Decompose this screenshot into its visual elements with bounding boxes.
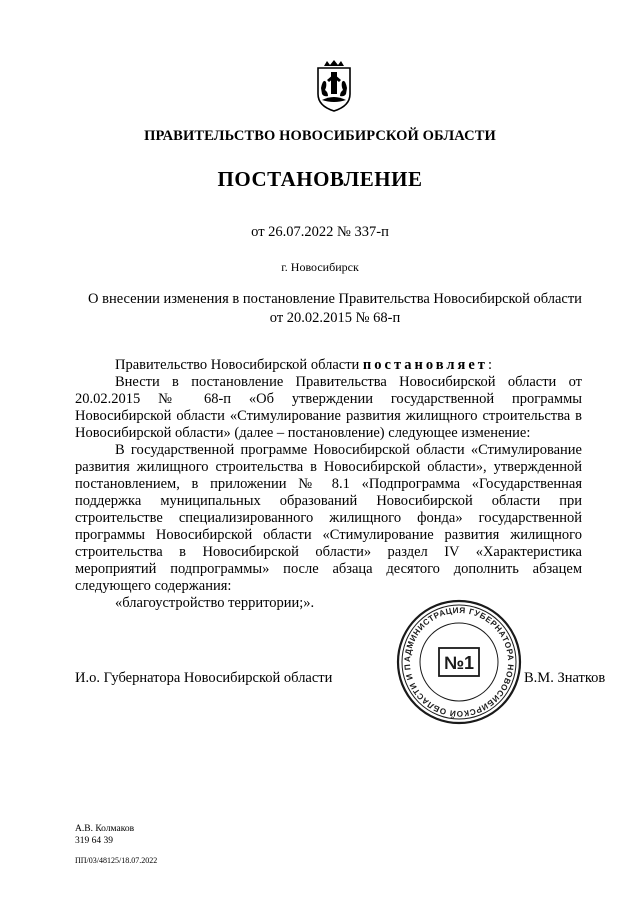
city: г. Новосибирск: [281, 260, 359, 274]
signatory-position: И.о. Губернатора Новосибирской области: [75, 670, 333, 686]
decree-word: постановляет: [362, 357, 488, 373]
coat-of-arms-icon: [316, 60, 352, 112]
executor-name: А.В. Колмаков: [75, 824, 135, 834]
paragraph-1-prefix: Правительство Новосибирской области: [115, 357, 363, 373]
paragraph-1: [75, 357, 582, 374]
paragraph-4: «благоустройство территории;».: [115, 595, 315, 611]
seal-number: №1: [443, 653, 475, 673]
paragraph-2: Внести в постановление Правительства Новосибирской области от 20.02.2015 № 68-п «Об утверждении государственной программы Новосибирской области «Стимулирование развития жилищного строительства в Новосибирской области» (далее – постановление) следующее изменение:: [75, 374, 582, 441]
document-subject: [70, 290, 600, 328]
executor-block: [75, 823, 134, 847]
paragraph-3: В государственной программе Новосибирской области «Стимулирование развития жилищного строительства в Новосибирской области», утвержденной постановлением, в приложении № 8.1 «Подпрограмма «Государственная поддержка муниципальных образований Новосибирской области при строительстве специализированного жилищного фонда» государственной программы Новосибирской области «Стимулирование развития жилищного строительства в Новосибирской области» раздел IV «Характеристика мероприятий подпрограммы» после абзаца десятого дополнить абзацем следующего содержания:: [75, 442, 582, 594]
document-code: ПП/03/48125/18.07.2022: [75, 856, 158, 865]
official-seal: [395, 598, 523, 726]
subject-line-1: О внесении изменения в постановление Правительства Новосибирской области: [88, 291, 582, 307]
paragraph-1-suffix: :: [487, 357, 492, 373]
executor-phone: 319 64 39: [75, 836, 113, 846]
document-body: [75, 357, 582, 612]
date-number: от 26.07.2022 № 337-п: [251, 224, 389, 240]
seal-ring-text: АДМИНИСТРАЦИЯ ГУБЕРНАТОРА НОВОСИБИРСКОЙ ОБЛАСТИ И П: [402, 605, 516, 719]
document-type: ПОСТАНОВЛЕНИЕ: [217, 167, 423, 191]
signatory-name: В.М. Знатков: [524, 670, 606, 686]
government-name: ПРАВИТЕЛЬСТВО НОВОСИБИРСКОЙ ОБЛАСТИ: [144, 128, 496, 144]
subject-line-2: от 20.02.2015 № 68-п: [269, 310, 401, 326]
